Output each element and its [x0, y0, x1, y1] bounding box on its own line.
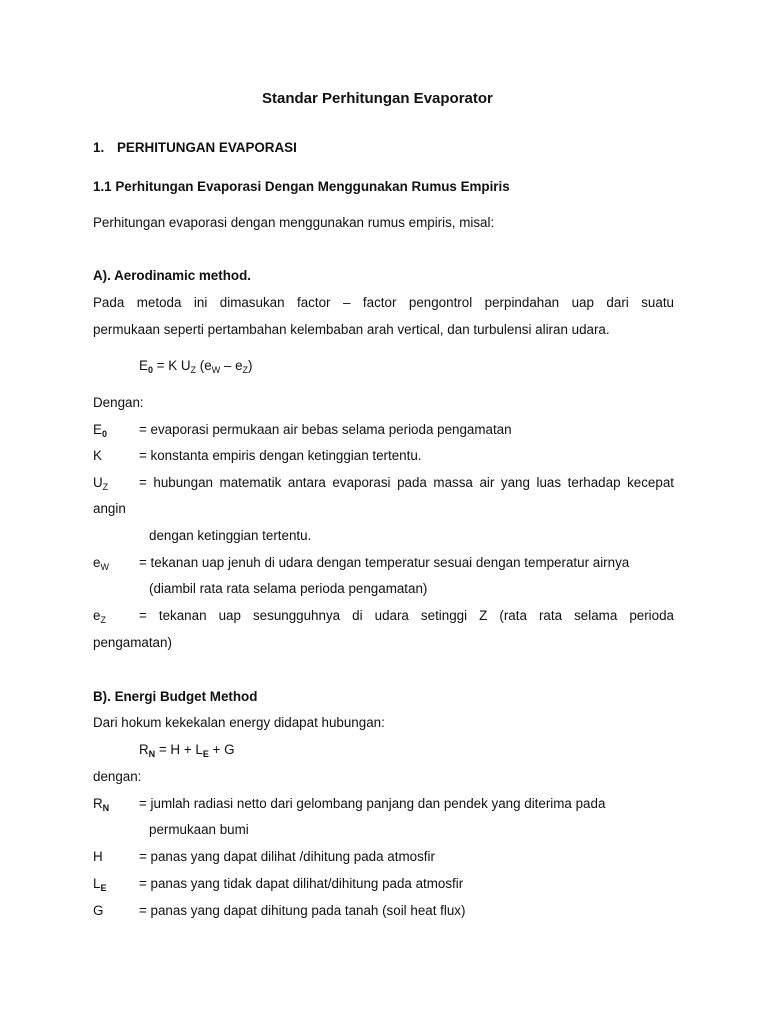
- definition-le: = panas yang tidak dapat dilihat/dihitung pada atmosfir: [139, 876, 464, 891]
- method-b-dengan-label: dengan:: [93, 769, 142, 784]
- definition-g: = panas yang dapat dihitung pada tanah (soil heat flux): [139, 903, 466, 918]
- definition-ez-wrap: pengamatan): [93, 635, 172, 650]
- definition-h: = panas yang dapat dilihat /dihitung pada atmosfir: [139, 849, 435, 864]
- aerodynamic-formula: $E_0 = K$ $U_Z$ $(e_W - e_Z)$: [139, 358, 253, 375]
- subsection-heading: 1.1 Perhitungan Evaporasi Dengan Menggunakan Rumus Empiris: [93, 179, 510, 194]
- symbol-ez: $e_Z$: [93, 608, 106, 625]
- definition-rn: = jumlah radiasi netto dari gelombang panjang dan pendek yang diterima pada: [139, 796, 606, 811]
- energy-budget-formula: $R_N = H + L_E + G$: [139, 742, 235, 759]
- symbol-g: G: [93, 903, 104, 918]
- symbol-uz: $U_Z$: [93, 475, 109, 492]
- definition-k: = konstanta empiris dengan ketinggian tertentu.: [139, 448, 422, 463]
- definition-uz-wrap: angin: [93, 501, 126, 516]
- definition-rn-continuation: permukaan bumi: [149, 822, 249, 837]
- method-a-paragraph-line-2: permukaan seperti pertambahan kelembaban arah vertical, dan turbulensi aliran udara.: [93, 322, 610, 337]
- method-a-paragraph-line-1: Pada metoda ini dimasukan factor – factor pengontrol perpindahan uap dari suatu: [93, 295, 674, 310]
- method-a-heading: A). Aerodinamic method.: [93, 268, 251, 283]
- intro-paragraph: Perhitungan evaporasi dengan menggunakan rumus empiris, misal:: [93, 215, 495, 230]
- method-b-heading: B). Energi Budget Method: [93, 689, 258, 704]
- method-b-intro: Dari hokum kekekalan energy didapat hubungan:: [93, 715, 385, 730]
- document-title: Standar Perhitungan Evaporator: [262, 90, 493, 107]
- definition-ew-continuation: (diambil rata rata selama perioda pengamatan): [149, 581, 428, 596]
- symbol-e0: $E_0$: [93, 422, 107, 439]
- symbol-k: K: [93, 448, 102, 463]
- definition-ez: = tekanan uap sesungguhnya di udara setinggi Z (rata rata selama perioda: [139, 608, 674, 623]
- symbol-le: $L_E$: [93, 876, 107, 893]
- symbol-rn: $R_N$: [93, 796, 110, 813]
- definition-uz: = hubungan matematik antara evaporasi pada massa air yang luas terhadap kecepat: [139, 475, 674, 490]
- method-a-dengan-label: Dengan:: [93, 395, 144, 410]
- section-1-number: 1.: [93, 140, 105, 155]
- definition-uz-continuation: dengan ketinggian tertentu.: [149, 528, 312, 543]
- symbol-ew: $e_W$: [93, 555, 109, 572]
- symbol-h: H: [93, 849, 103, 864]
- definition-ew: = tekanan uap jenuh di udara dengan temperatur sesuai dengan temperatur airnya: [139, 555, 630, 570]
- section-1-heading: PERHITUNGAN EVAPORASI: [117, 140, 297, 155]
- definition-e0: = evaporasi permukaan air bebas selama perioda pengamatan: [139, 422, 512, 437]
